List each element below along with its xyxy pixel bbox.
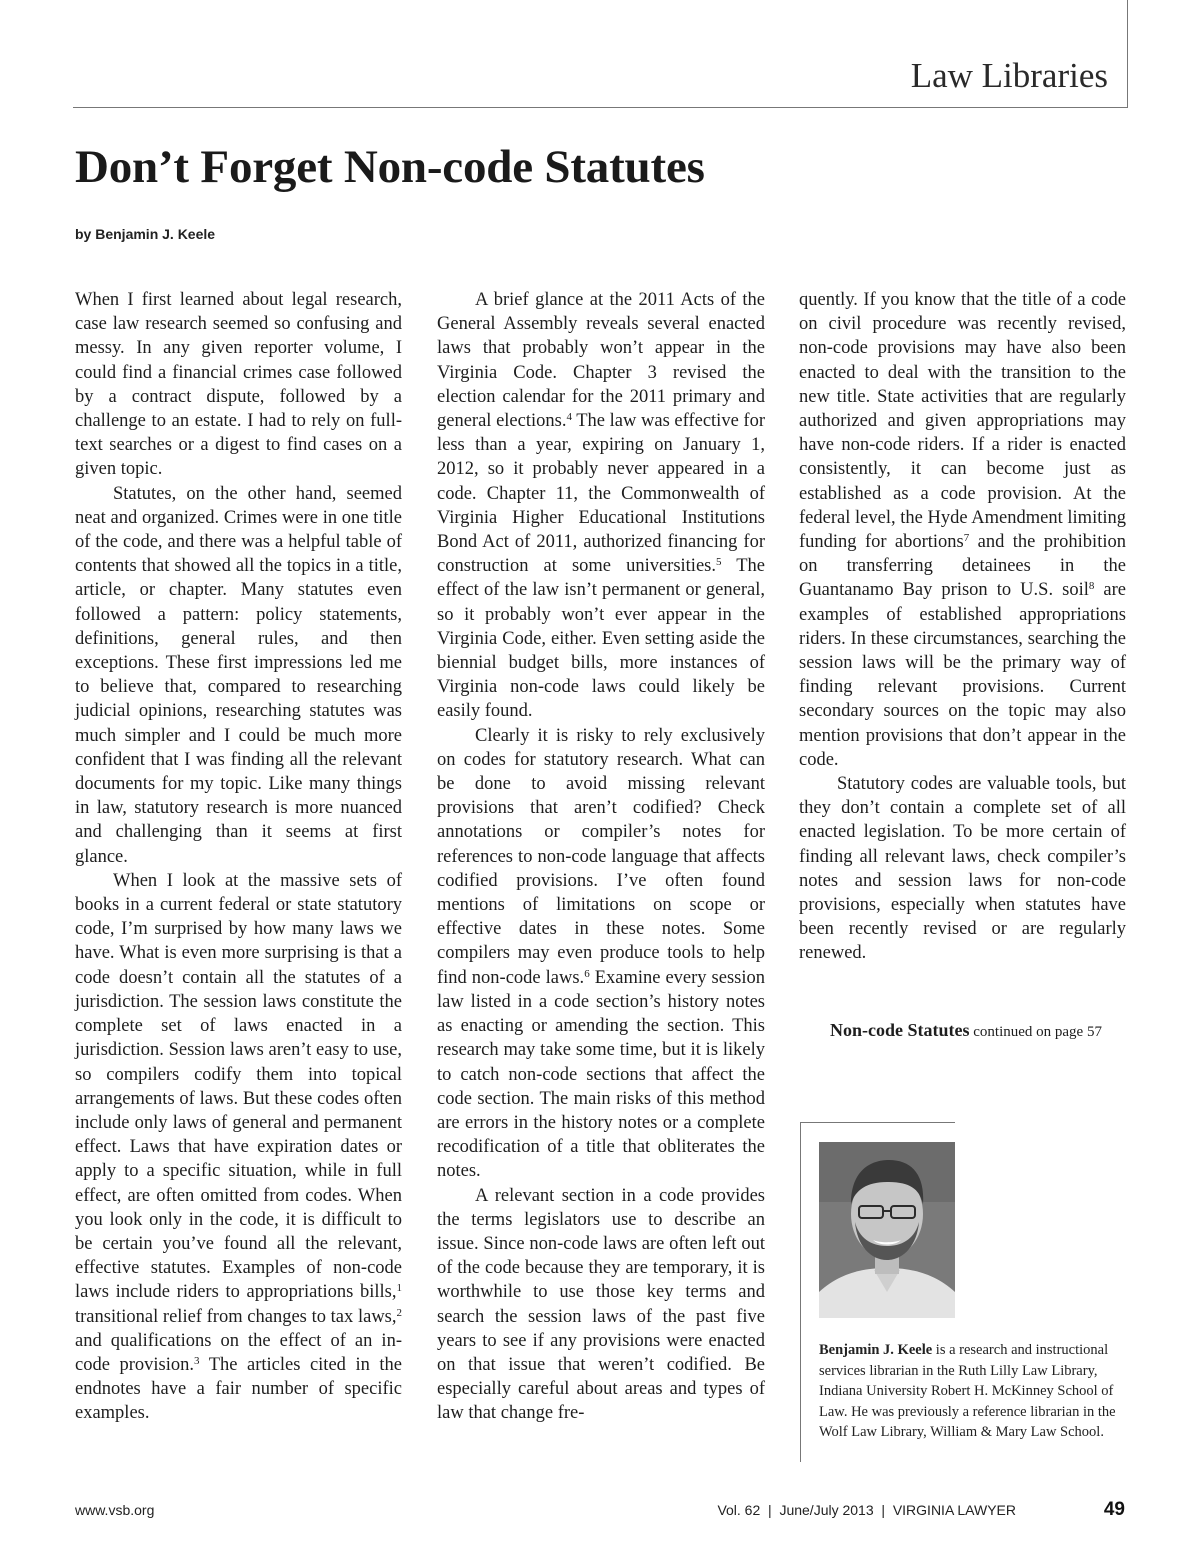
- text-run: Examine every session law listed in a code section’s history notes as enacting or amending the section. This research may take some time, but it is likely to catch non-code sections that affect the code section. The main risks of this method are errors in the history notes or a complete recodification of a title that obliterates the notes.: [437, 967, 765, 1182]
- text-run: The articles cited in the endnotes have a fair number of specific examples.: [75, 1354, 402, 1424]
- footer-publication-info: Vol. 62 | June/July 2013 | VIRGINIA LAWYER: [717, 1502, 1016, 1518]
- footnote-ref: 7: [963, 532, 970, 545]
- author-portrait-image: [819, 1142, 955, 1318]
- footnote-ref: 4: [566, 411, 572, 424]
- article-title: Don’t Forget Non-code Statutes: [75, 141, 705, 193]
- author-bio: [819, 1340, 1119, 1443]
- paragraph: When I first learned about legal research, case law research seemed so confusing and messy. In any given reporter volume, I could find a financial crimes case followed by a contract dispute, followed by a challenge to an estate. I had to rely on full-text searches or a digest to find cases on a given topic.: [75, 290, 402, 480]
- section-label: Law Libraries: [910, 56, 1108, 95]
- text-run: transitional relief from changes to tax laws,: [75, 1306, 397, 1327]
- paragraph: [75, 869, 402, 1426]
- text-run: The law was effective for less than a year, expiring on January 1, 2012, so it probably never appeared in a code. Chapter 11, the Commonwealth of Virginia Higher Educational Institutions Bond Act of 2011, authorized financing for construction at some universities.: [437, 411, 765, 577]
- continued-note: [830, 1020, 1102, 1041]
- bio-name: Benjamin J. Keele: [819, 1342, 933, 1358]
- text-run: and qualifications on the effect of an in-code provision.: [75, 1330, 402, 1375]
- paragraph: A relevant section in a code provides the terms legislators use to describe an issue. Since non-code laws are often left out of the code because they are temporary, it is worthwhile to use those key terms and search the session laws of the past five years to see if any provisions were enacted on that issue that weren’t codified. Be especially careful about areas and types of law that change fre-: [437, 1185, 765, 1424]
- footer-website: www.vsb.org: [75, 1502, 155, 1518]
- byline: by Benjamin J. Keele: [75, 226, 216, 242]
- page-number: 49: [1103, 1499, 1125, 1520]
- continued-title: Non-code Statutes: [830, 1020, 970, 1040]
- article-column-1: [75, 288, 402, 1426]
- paragraph: Statutes, on the other hand, seemed neat and organized. Crimes were in one title of the code, and there was a helpful table of contents that showed all the topics in a title, article, or chapter. Many statutes even followed a pattern: policy statements, definitions, general rules, and then exceptions. These first impressions led me to believe that, compared to researching judicial opinions, researching statutes was much simpler and I could be much more confident that I was finding all the relevant documents for my topic. Like many things in law, statutory research is more nuanced and challenging than it seems at first glance.: [75, 483, 402, 867]
- footnote-ref: 1: [396, 1282, 402, 1295]
- paragraph: [799, 288, 1126, 772]
- footnote-ref: 3: [193, 1354, 200, 1367]
- article-column-2: [437, 288, 765, 1426]
- text-run: A brief glance at the 2011 Acts of the General Assembly reveals several enacted laws that probably won’t appear in the Virginia Code. Chapter 3 revised the election calendar for the 2011 primary and general elections.: [437, 290, 765, 432]
- continued-page: continued on page 57: [969, 1024, 1102, 1040]
- text-run: When I look at the massive sets of books in a current federal or state statutory code, I’m surprised by how many laws we have. What is even more surprising is that a code doesn’t contain all the statutes of a jurisdiction. The session laws constitute the complete set of laws enacted in a jurisdiction. Session laws aren’t easy to use, so compilers codify them into topical arrangements of laws. But these codes often include only laws of general and permanent effect. Laws that have expiration dates or apply to a specific situation, while in full effect, are often omitted from codes. When you look only in the code, it is difficult to be certain you’ve found all the relevant, effective statutes. Examples of non-code laws include riders to appropriations bills,: [75, 870, 402, 1303]
- footnote-ref: 5: [715, 556, 722, 569]
- paragraph: [437, 288, 765, 724]
- paragraph: Statutory codes are valuable tools, but they don’t contain a complete set of all enacted legislation. To be more certain of finding all relevant laws, check compiler’s notes and session laws for non-code provisions, especially when statutes have been recently revised or are regularly renewed.: [799, 774, 1126, 964]
- text-run: Clearly it is risky to rely exclusively on codes for statutory research. What can be done to avoid missing relevant provisions that aren’t codified? Check annotations or compiler’s notes for references to non-code language that affects codified provisions. I’ve often found mentions of limitations on scope or effective dates in these notes. Some compilers may even produce tools to help find non-code laws.: [437, 725, 765, 988]
- author-photo: [819, 1142, 955, 1318]
- footnote-ref: 8: [1088, 580, 1095, 593]
- text-run: and the prohibition on transferring detainees in the Guantanamo Bay prison to U.S. soil: [799, 532, 1126, 601]
- footnote-ref: 6: [584, 967, 590, 980]
- bio-box-top-rule: [800, 1122, 955, 1123]
- text-run: quently. If you know that the title of a code on civil procedure was recently revised, non-code provisions may have also been enacted to deal with the transition to the new title. State activities that are regularly authorized and given appropriations may have non-code riders. If a rider is enacted consistently, it can become just as established as a code provision. At the federal level, the Hyde Amendment limiting funding for abortions: [799, 290, 1126, 553]
- text-run: are examples of established appropriations riders. In these circumstances, searching the session laws will be the primary way of finding relevant provisions. Current secondary sources on the topic may also mention provisions that don’t appear in the code.: [799, 580, 1126, 770]
- paragraph: [437, 724, 765, 1184]
- bio-box-left-rule: [800, 1122, 801, 1462]
- header-horizontal-rule: [73, 107, 1128, 108]
- header-vertical-rule: [1127, 0, 1128, 108]
- article-column-3: [799, 288, 1126, 966]
- text-run: The effect of the law isn’t permanent or general, so it probably won’t ever appear in the Virginia Code, either. Even setting aside the biennial budget bills, more instances of Virginia non-code laws could likely be easily found.: [437, 556, 765, 722]
- bio-text: is a research and instructional services librarian in the Ruth Lilly Law Library, Indiana University Robert H. McKinney School of Law. He was previously a reference librarian in the Wolf Law Library, William & Mary Law School.: [819, 1342, 1116, 1440]
- footnote-ref: 2: [396, 1306, 402, 1319]
